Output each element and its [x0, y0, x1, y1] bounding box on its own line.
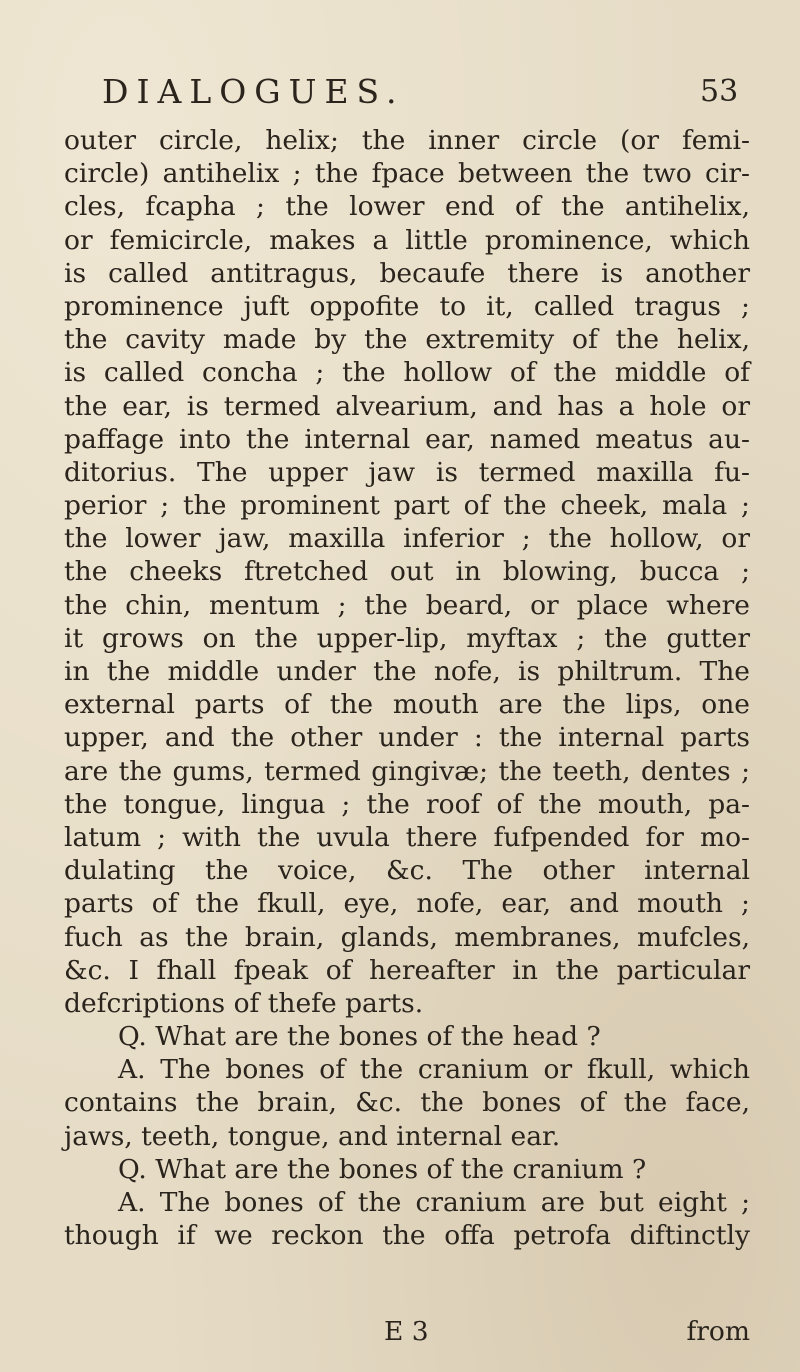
text-line: is called concha ; the hollow of the middle of: [64, 357, 750, 389]
signature-mark: E 3: [384, 1316, 429, 1347]
text-line: in the middle under the nofe, is philtrum. The: [64, 656, 750, 687]
page-footer: [64, 1315, 750, 1349]
answer-2-line: A. The bones of the cranium are but eight ;: [118, 1187, 750, 1218]
running-head: [90, 72, 770, 112]
answer-1-line: contains the brain, &c. the bones of the face,: [64, 1087, 750, 1119]
body-text: [64, 124, 750, 1252]
text-line: &c. I fhall fpeak of hereafter in the particular: [64, 954, 750, 986]
catchword: from: [686, 1316, 750, 1347]
text-line: ditorius. The upper jaw is termed maxilla fu-: [64, 456, 750, 488]
text-line: latum ; with the uvula there fufpended for mo-: [64, 821, 750, 853]
text-line: outer circle, helix; the inner circle (or femi-: [64, 125, 750, 156]
text-line: the cavity made by the extremity of the helix,: [64, 324, 750, 356]
text-line: dulating the voice, &c. The other internal: [64, 855, 750, 887]
answer-1-line: A. The bones of the cranium or fkull, which: [118, 1054, 750, 1086]
running-title: DIALOGUES.: [102, 72, 405, 111]
text-line: or femicircle, makes a little prominence, which: [64, 224, 750, 256]
text-line: the tongue, lingua ; the roof of the mouth, pa-: [64, 788, 750, 820]
answer-2-line: though if we reckon the offa petrofa diftinctly: [64, 1220, 750, 1252]
text-line: is called antitragus, becaufe there is another: [64, 257, 750, 289]
question-1: Q. What are the bones of the head ?: [118, 1021, 601, 1053]
text-line: paffage into the internal ear, named meatus au-: [64, 423, 750, 455]
text-line: the chin, mentum ; the beard, or place where: [64, 589, 750, 621]
text-line: perior ; the prominent part of the cheek, mala ;: [64, 490, 750, 522]
text-line: the cheeks ftretched out in blowing, bucca ;: [64, 556, 750, 588]
text-line: circle) antihelix ; the fpace between the two cir-: [64, 158, 750, 190]
text-line: parts of the fkull, eye, nofe, ear, and mouth ;: [64, 888, 750, 920]
answer-1-line: jaws, teeth, tongue, and internal ear.: [64, 1120, 561, 1152]
text-line: cles, fcapha ; the lower end of the antihelix,: [64, 191, 750, 223]
text-line: the ear, is termed alvearium, and has a hole or: [64, 390, 750, 422]
text-line: are the gums, termed gingivæ; the teeth, dentes ;: [64, 755, 750, 787]
text-line: fuch as the brain, glands, membranes, mufcles,: [64, 921, 750, 953]
question-2: Q. What are the bones of the cranium ?: [118, 1153, 647, 1185]
text-line: upper, and the other under : the internal parts: [64, 722, 750, 754]
text-line: defcriptions of thefe parts.: [64, 987, 424, 1019]
page-number: 53: [700, 74, 739, 109]
text-line: it grows on the upper-lip, myftax ; the gutter: [64, 622, 750, 654]
text-line: prominence juft oppofite to it, called tragus ;: [64, 290, 750, 322]
text-line: the lower jaw, maxilla inferior ; the hollow, or: [64, 523, 750, 555]
text-line: external parts of the mouth are the lips, one: [64, 689, 750, 721]
